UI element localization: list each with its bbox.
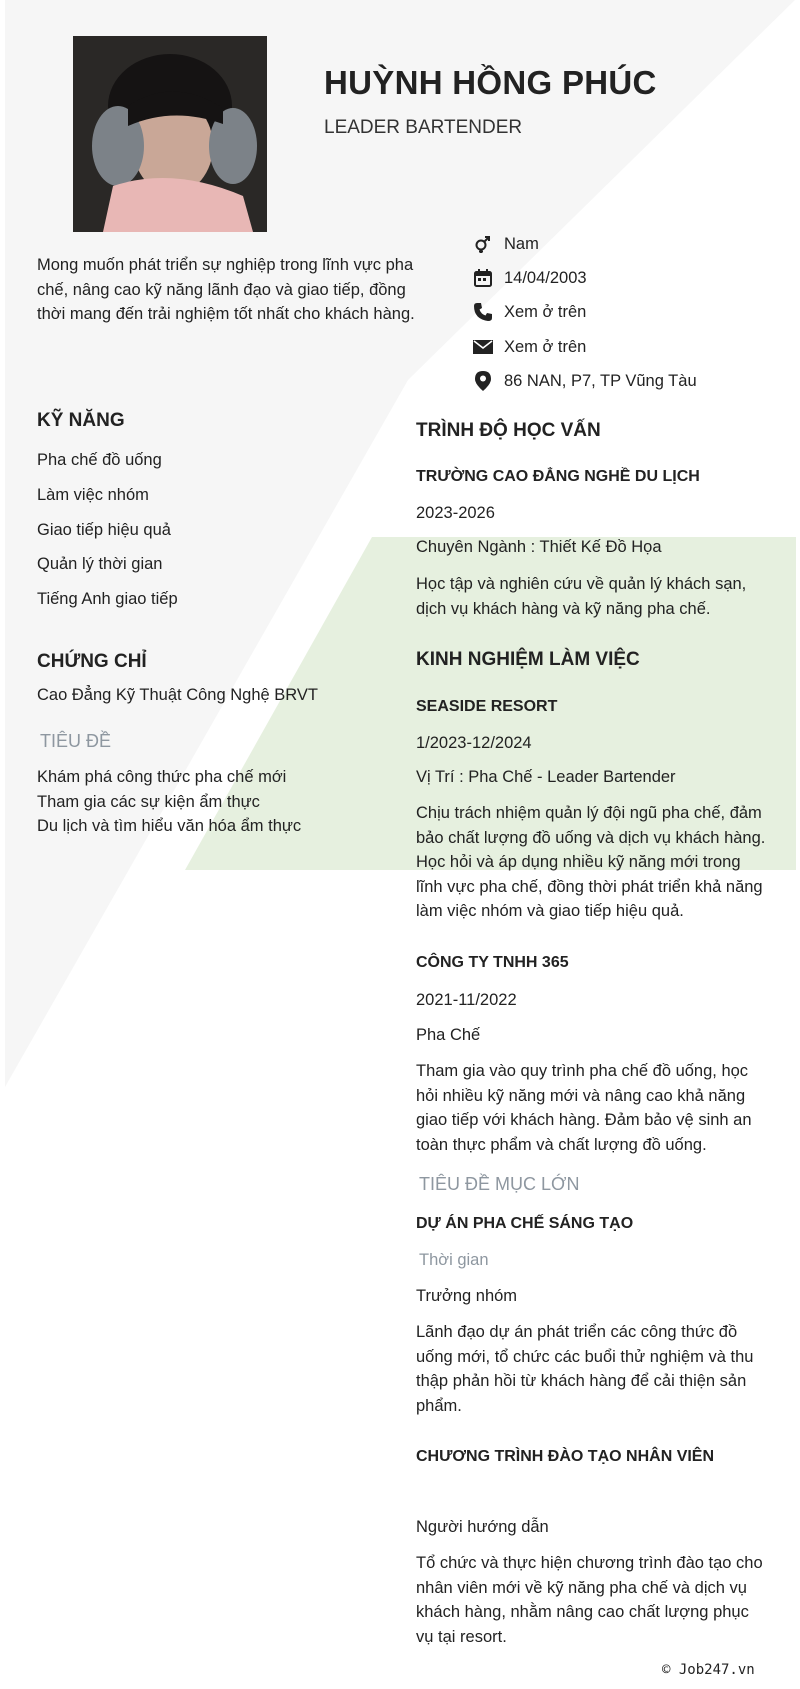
- project-description: Lãnh đạo dự án phát triển các công thức đồ uống mới, tổ chức các buổi thử nghiệm và thu thập phản hồi từ khách hàng để cải thiện sản phẩm.: [416, 1323, 754, 1415]
- footer-watermark: © Job247.vn: [662, 1662, 755, 1678]
- project-name: DỰ ÁN PHA CHẾ SÁNG TẠO: [416, 1215, 634, 1232]
- company-name: CÔNG TY TNHH 365: [416, 954, 569, 971]
- career-objective: Mong muốn phát triển sự nghiệp trong lĩnh vực pha chế, nâng cao kỹ năng lãnh đạo và giao tiếp, đồng thời mang đến trải nghiệm tốt nhất cho khách hàng.: [37, 256, 415, 323]
- job-position: Vị Trí : Pha Chế - Leader Bartender: [416, 768, 676, 786]
- school-name: TRƯỜNG CAO ĐẲNG NGHỀ DU LỊCH: [416, 468, 700, 485]
- contact-value: 14/04/2003: [504, 268, 587, 287]
- job-period: 1/2023-12/2024: [416, 734, 532, 752]
- job-description: Tham gia vào quy trình pha chế đồ uống, học hỏi nhiều kỹ năng mới và nâng cao khả năng giao tiếp với khách hàng. Đảm bảo vệ sinh an toàn thực phẩm và chất lượng đồ uống.: [416, 1062, 752, 1154]
- project-description: Tổ chức và thực hiện chương trình đào tạo cho nhân viên mới về kỹ năng pha chế và dịch vụ khách hàng, nhằm nâng cao chất lượng phục vụ tại resort.: [416, 1554, 763, 1646]
- job-description: Chịu trách nhiệm quản lý đội ngũ pha chế, đảm bảo chất lượng đồ uống và dịch vụ khách hàng. Học hỏi và áp dụng nhiều kỹ năng mới trong lĩnh vực pha chế, đồng thời phát triển khả năng làm việc nhóm và giao tiếp hiệu quả.: [416, 804, 766, 920]
- education-period: 2023-2026: [416, 504, 495, 522]
- contact-email: [472, 335, 586, 359]
- gender-icon: [472, 233, 494, 255]
- experience-heading: KINH NGHIỆM LÀM VIỆC: [416, 649, 640, 670]
- contact-birthday: [472, 266, 587, 290]
- candidate-name: HUỲNH HỒNG PHÚC: [324, 64, 657, 101]
- interest-item: Du lịch và tìm hiểu văn hóa ẩm thực: [37, 817, 302, 835]
- skill-item: Pha chế đồ uống: [37, 451, 162, 469]
- education-major: Chuyên Ngành : Thiết Kế Đồ Họa: [416, 538, 662, 556]
- education-heading: TRÌNH ĐỘ HỌC VẤN: [416, 420, 601, 441]
- contact-gender: [472, 232, 539, 256]
- interests-list: [37, 765, 301, 839]
- interest-item: Tham gia các sự kiện ẩm thực: [37, 792, 260, 811]
- interests-heading: TIÊU ĐỀ: [40, 731, 112, 751]
- skill-item: Tiếng Anh giao tiếp: [37, 590, 178, 608]
- location-pin-icon: [472, 370, 494, 392]
- job-period: 2021-11/2022: [416, 991, 517, 1009]
- calendar-icon: [472, 267, 494, 289]
- skills-heading: KỸ NĂNG: [37, 410, 125, 431]
- skill-item: Quản lý thời gian: [37, 555, 163, 573]
- job-title: LEADER BARTENDER: [324, 117, 523, 138]
- contact-value: Xem ở trên: [504, 337, 587, 356]
- job-position: Pha Chế: [416, 1026, 481, 1044]
- education-description: Học tập và nghiên cứu về quản lý khách sạn, dịch vụ khách hàng và kỹ năng pha chế.: [416, 575, 747, 618]
- skill-item: Làm việc nhóm: [37, 486, 149, 504]
- contact-value: Xem ở trên: [504, 302, 587, 321]
- company-name: SEASIDE RESORT: [416, 698, 558, 715]
- project-role: Người hướng dẫn: [416, 1518, 549, 1536]
- phone-icon: [472, 301, 494, 323]
- project-name: CHƯƠNG TRÌNH ĐÀO TẠO NHÂN VIÊN: [416, 1448, 715, 1465]
- interest-item: Khám phá công thức pha chế mới: [37, 768, 287, 786]
- email-icon: [472, 336, 494, 358]
- project-role: Trưởng nhóm: [416, 1287, 518, 1305]
- contact-value: 86 NAN, P7, TP Vũng Tàu: [504, 371, 697, 390]
- contact-value: Nam: [504, 234, 539, 253]
- projects-heading: TIÊU ĐỀ MỤC LỚN: [419, 1174, 580, 1194]
- contact-address: [472, 369, 697, 393]
- profile-photo: [73, 36, 267, 232]
- contact-phone: [472, 300, 586, 324]
- project-time: Thời gian: [419, 1251, 489, 1269]
- certificate-item: Cao Đẳng Kỹ Thuật Công Nghệ BRVT: [37, 686, 318, 704]
- skill-item: Giao tiếp hiệu quả: [37, 521, 171, 539]
- certificates-heading: CHỨNG CHỈ: [37, 651, 147, 672]
